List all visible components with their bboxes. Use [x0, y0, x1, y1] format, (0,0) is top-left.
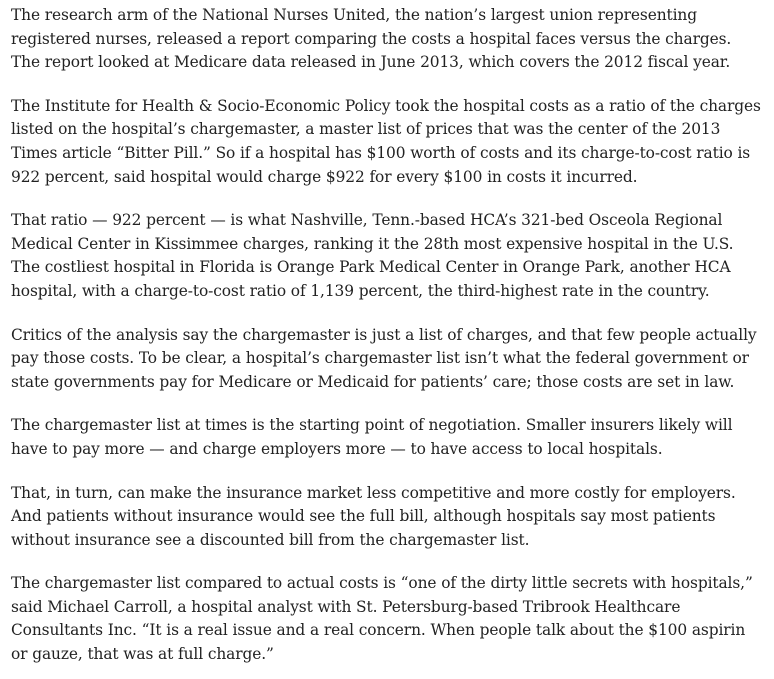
paragraph-carroll-quote: The chargemaster list compared to actual costs is “one of the dirty little secrets with hospitals,” said Michael Carroll, a hospital analyst with St. Petersburg-based Tribrook Healthcare Consultants Inc. “It is a real issue and a real concern. When people talk about the $100 aspirin or gauze, that was at full charge.”: [11, 574, 753, 664]
paragraph-negotiation: The chargemaster list at times is the starting point of negotiation. Smaller insurers likely will have to pay more — and charge employers more — to have access to local hospitals.: [11, 416, 733, 458]
paragraph-osceola-ranking: That ratio — 922 percent — is what Nashville, Tenn.-based HCA’s 321-bed Osceola Regional Medical Center in Kissimmee charges, ranking it the 28th most expensive hospital in the U.S. The costliest hospital in Florida is Orange Park Medical Center in Orange Park, another HCA hospital, with a charge-to-cost ratio of 1,139 percent, the third-highest rate in the country.: [11, 211, 734, 300]
article-body: [11, 4, 763, 667]
paragraph-insurance-market: That, in turn, can make the insurance market less competitive and more costly for employers. And patients without insurance would see the full bill, although hospitals say most patients without insurance see a discounted bill from the chargemaster list.: [11, 483, 736, 549]
paragraph-nnu-report: The research arm of the National Nurses United, the nation’s largest union representing registered nurses, released a report comparing the costs a hospital faces versus the charges. The report looked at Medicare data released in June 2013, which covers the 2012 fiscal year.: [11, 6, 732, 72]
paragraph-chargemaster-ratio: The Institute for Health & Socio-Economic Policy took the hospital costs as a ratio of the charges listed on the hospital’s chargemaster, a master list of prices that was the center of the 2013 Times article “Bitter Pill.” So if a hospital has $100 worth of costs and its charge-to-cost ratio is 922 percent, said hospital would charge $922 for every $100 in costs it incurred.: [11, 96, 761, 186]
paragraph-critics: Critics of the analysis say the chargemaster is just a list of charges, and that few people actually pay those costs. To be clear, a hospital’s chargemaster list isn’t what the federal government or state governments pay for Medicare or Medicaid for patients’ care; those costs are set in law.: [11, 325, 757, 391]
